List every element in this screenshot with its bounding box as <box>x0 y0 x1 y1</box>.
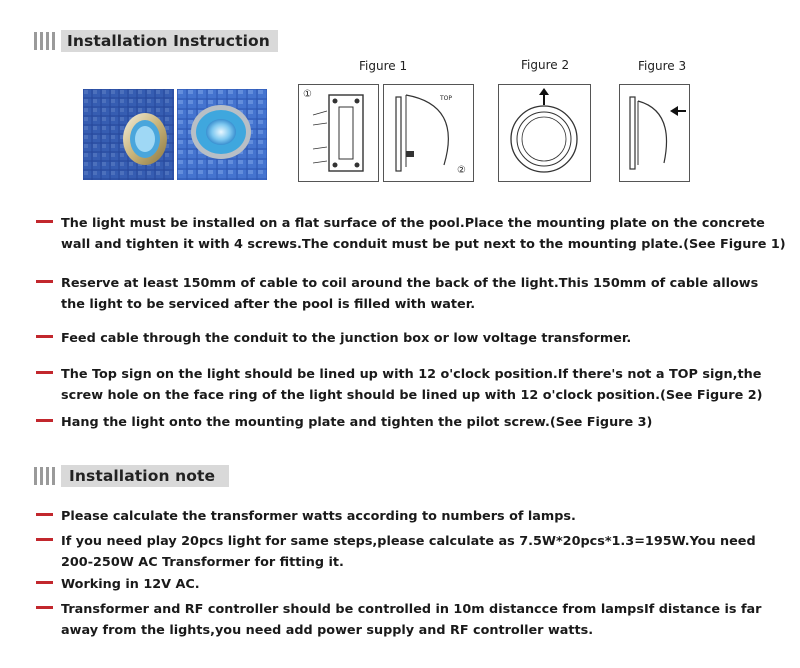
note-item-3 <box>36 574 786 595</box>
installation-instruction-title: Installation Instruction <box>61 30 278 52</box>
installation-note-header <box>34 465 229 487</box>
red-dash-bullet <box>36 335 53 338</box>
red-dash-bullet <box>36 280 53 283</box>
arrow-left-icon <box>670 106 678 116</box>
instruction-item-text: Hang the light onto the mounting plate and tighten the pilot screw.(See Figure 3) <box>61 415 653 430</box>
figure-1-caption: Figure 1 <box>359 59 408 73</box>
red-dash-bullet <box>36 606 53 609</box>
red-dash-bullet <box>36 371 53 374</box>
figure-3-hang-light-diagram <box>619 84 690 182</box>
instruction-item-2 <box>36 273 786 315</box>
header-stripes <box>34 32 55 50</box>
instruction-item-5 <box>36 412 786 433</box>
note-item-2 <box>36 531 786 573</box>
note-item-text: Transformer and RF controller should be controlled in 10m distancce from lampsIf distance is far away from the lights,you need add power supply and RF controller watts. <box>61 602 762 638</box>
pool-light-photo-left <box>83 89 174 180</box>
figure-3-caption: Figure 3 <box>638 59 687 73</box>
instruction-item-text: The light must be installed on a flat surface of the pool.Place the mounting plate on the concrete wall and tighten it with 4 screws.The conduit must be put next to the mounting plate.(See Figure 1) <box>61 216 786 252</box>
installation-instruction-header <box>34 30 278 52</box>
instruction-item-1 <box>36 213 786 255</box>
note-item-1 <box>36 506 786 527</box>
instruction-item-text: Feed cable through the conduit to the junction box or low voltage transformer. <box>61 331 632 346</box>
instruction-item-4 <box>36 364 786 406</box>
figure-1-light-side-diagram <box>383 84 474 182</box>
red-dash-bullet <box>36 419 53 422</box>
figure-1-mounting-plate-diagram <box>298 84 379 182</box>
note-item-text: Please calculate the transformer watts according to numbers of lamps. <box>61 509 576 524</box>
pool-light-photo-right <box>177 89 267 180</box>
figure-2-light-front-diagram <box>498 84 591 182</box>
red-dash-bullet <box>36 538 53 541</box>
instruction-item-text: Reserve at least 150mm of cable to coil around the back of the light.This 150mm of cable allows the light to be serviced after the pool is filled with water. <box>61 276 759 312</box>
installation-note-title: Installation note <box>61 465 229 487</box>
instruction-item-text: The Top sign on the light should be lined up with 12 o'clock position.If there's not a TOP sign,the screw hole on the face ring of the light should be lined up with 12 o'clock position.(See Figure 2) <box>61 367 763 403</box>
instruction-item-3 <box>36 328 786 349</box>
red-dash-bullet <box>36 220 53 223</box>
arrow-up-icon <box>539 88 549 95</box>
figure-1-step-2-mark: ② <box>457 165 466 176</box>
note-item-text: Working in 12V AC. <box>61 577 200 592</box>
figure-1-top-label: TOP <box>440 95 453 102</box>
figure-1-step-1-mark: ① <box>303 89 312 100</box>
note-item-4 <box>36 599 786 641</box>
header-stripes <box>34 467 55 485</box>
figure-2-caption: Figure 2 <box>521 58 570 72</box>
red-dash-bullet <box>36 581 53 584</box>
red-dash-bullet <box>36 513 53 516</box>
note-item-text: If you need play 20pcs light for same steps,please calculate as 7.5W*20pcs*1.3=195W.You need 200-250W AC Transformer for fitting it. <box>61 534 756 570</box>
